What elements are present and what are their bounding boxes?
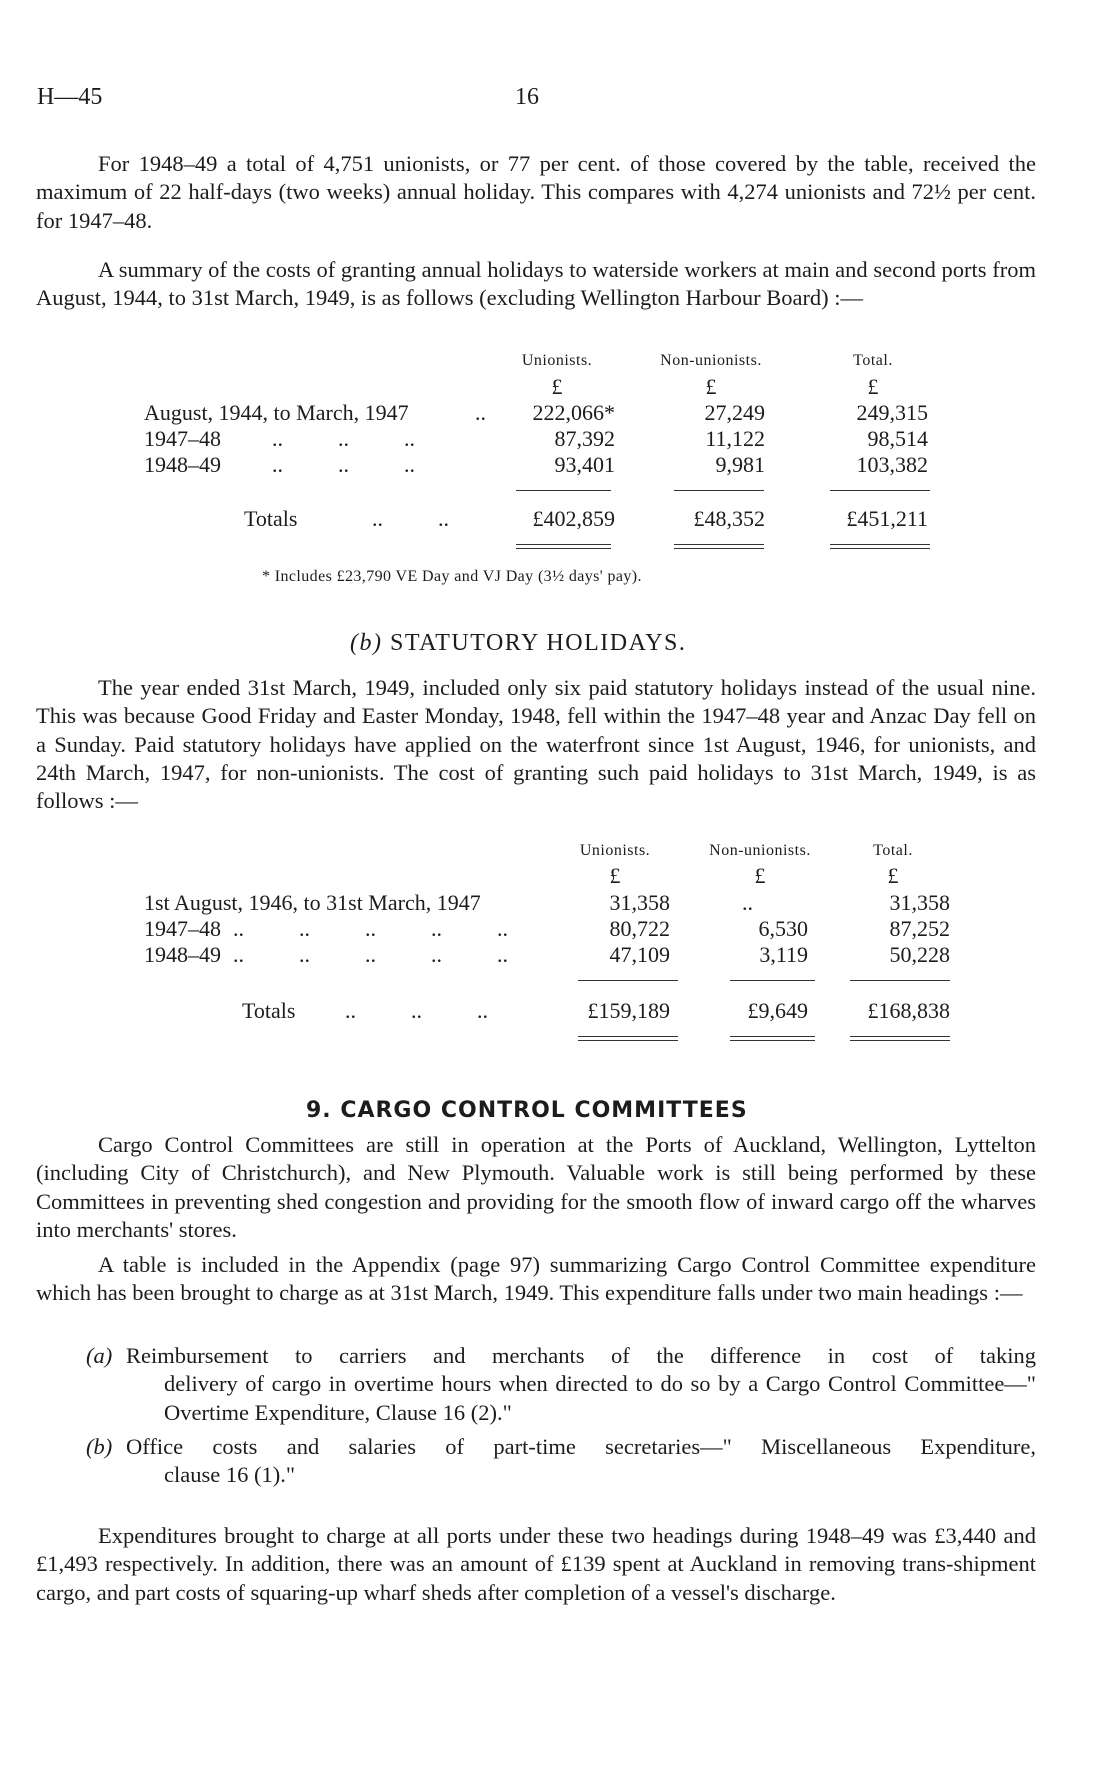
table2-row-label: 1948–49 <box>144 942 221 967</box>
table2-totals-non-unionists: £9,649 <box>747 998 808 1023</box>
table1-subtotal-rule <box>830 490 930 491</box>
item-a-rest: delivery of cargo in overtime hours when directed to do so by a Cargo Control Committee—" Overtime Expenditure, Clause 16 (2)." <box>164 1371 1036 1425</box>
table2-row-unionists: 31,358 <box>609 890 670 915</box>
table2-total-double-rule <box>578 1036 678 1041</box>
item-a-label: (a) <box>86 1343 113 1368</box>
table2-row-label: 1st August, 1946, to 31st March, 1947 <box>144 890 481 915</box>
table2-row-non-unionists: .. <box>742 890 753 915</box>
table1-subtotal-rule <box>674 490 764 491</box>
table2-currency-non-unionists: £ <box>754 863 766 888</box>
item-a-line1: Reimbursement to carriers and merchants of the difference in cost of taking <box>126 1343 1036 1368</box>
table1-row-label: August, 1944, to March, 1947 <box>144 400 409 425</box>
table2-header-unionists: Unionists. <box>579 842 651 859</box>
table1-totals-leader: .. .. <box>372 506 449 531</box>
table1-row-unionists: 87,392 <box>554 426 615 451</box>
table2-subtotal-rule <box>850 980 950 981</box>
table1-total-double-rule <box>830 544 930 549</box>
cargo-heading-item-a <box>86 1342 1036 1427</box>
statutory-paragraph: The year ended 31st March, 1949, included only six paid statutory holidays instead of the usual nine. This was because Good Friday and Easter Monday, 1948, fell within the 1947–48 year and Anzac Day fell on a Sunday. Paid statutory holidays have applied on the waterfront since 1st August, 1946, for unionists, and 24th March, 1947, for non-unionists. The cost of granting such paid holidays to 31st March, 1949, is as follows :— <box>36 675 1036 814</box>
table1-row-unionists: 222,066* <box>532 400 615 425</box>
document-code: H—45 <box>37 84 103 110</box>
table2-totals-total: £168,838 <box>867 998 950 1023</box>
page-number: 16 <box>515 84 539 110</box>
table1-row-total: 98,514 <box>867 426 928 451</box>
statutory-heading-prefix: (b) <box>350 630 383 656</box>
cargo-paragraph-3: Expenditures brought to charge at all ports under these two headings during 1948–49 was £3,440 and £1,493 respectively. In addition, there was an amount of £139 spent at Auckland in removing trans-shipment cargo, and part costs of squaring-up wharf sheds after completion of a vessel's discharge. <box>36 1523 1036 1605</box>
table2-row-leader: .. .. .. .. .. <box>233 916 508 941</box>
table1-totals-unionists: £402,859 <box>532 506 615 531</box>
cargo-paragraph-2: A table is included in the Appendix (page 97) summarizing Cargo Control Committee expenditure which has been brought to charge as at 31st March, 1949. This expenditure falls under two main headings :— <box>36 1252 1036 1306</box>
table1-currency-non-unionists: £ <box>705 374 717 399</box>
table1-totals-non-unionists: £48,352 <box>693 506 765 531</box>
item-b-label: (b) <box>86 1434 113 1459</box>
table1-header-total: Total. <box>853 352 893 369</box>
cargo-paragraph-1: Cargo Control Committees are still in operation at the Ports of Auckland, Wellington, Lyttelton (including City of Christchurch), and New Plymouth. Valuable work is still being performed by these Committees in preventing shed congestion and providing for the smooth flow of inward cargo off the wharves into merchants' stores. <box>36 1132 1036 1242</box>
intro-paragraph-1: For 1948–49 a total of 4,751 unionists, or 77 per cent. of those covered by the table, received the maximum of 22 half-days (two weeks) annual holiday. This compares with 4,274 unionists and 72½ per cent. for 1947–48. <box>36 151 1036 233</box>
table2-row-non-unionists: 6,530 <box>758 916 808 941</box>
intro-paragraph-2: A summary of the costs of granting annual holidays to waterside workers at main and second ports from August, 1944, to 31st March, 1949, is as follows (excluding Wellington Harbour Board) :— <box>36 257 1036 311</box>
table1-row-leader: .. .. .. <box>272 452 415 477</box>
cargo-heading-item-b <box>86 1433 1036 1490</box>
table2-row-total: 87,252 <box>889 916 950 941</box>
table1-row-non-unionists: 27,249 <box>704 400 765 425</box>
statutory-holidays-heading <box>350 630 686 657</box>
table2-header-non-unionists: Non-unionists. <box>709 842 811 859</box>
cargo-section-heading: 9. CARGO CONTROL COMMITTEES <box>306 1098 748 1123</box>
table2-row-non-unionists: 3,119 <box>759 942 808 967</box>
statutory-heading-text: STATUTORY HOLIDAYS. <box>389 630 687 656</box>
table1-currency-total: £ <box>867 374 879 399</box>
table2-totals-unionists: £159,189 <box>587 998 670 1023</box>
table2-totals-leader: .. .. .. <box>345 998 488 1023</box>
table1-total-double-rule <box>516 544 611 549</box>
table2-row-leader: .. .. .. .. .. <box>233 942 508 967</box>
item-b-line1: Office costs and salaries of part-time secretaries—" Miscellaneous Expenditure, <box>126 1434 1036 1459</box>
table1-row-unionists: 93,401 <box>554 452 615 477</box>
table2-row-total: 31,358 <box>889 890 950 915</box>
table1-totals-total: £451,211 <box>846 506 928 531</box>
table2-row-unionists: 80,722 <box>609 916 670 941</box>
table1-row-non-unionists: 11,122 <box>705 426 765 451</box>
table1-row-label: 1947–48 <box>144 426 221 451</box>
table2-row-label: 1947–48 <box>144 916 221 941</box>
table1-row-leader: .. <box>475 400 486 425</box>
table2-row-unionists: 47,109 <box>609 942 670 967</box>
table1-currency-unionists: £ <box>551 374 563 399</box>
item-b-rest: clause 16 (1)." <box>164 1462 296 1488</box>
table2-total-double-rule <box>850 1036 950 1041</box>
table2-subtotal-rule <box>578 980 678 981</box>
table1-row-total: 249,315 <box>856 400 928 425</box>
table2-totals-label: Totals <box>242 998 296 1023</box>
table2-subtotal-rule <box>730 980 815 981</box>
table1-total-double-rule <box>674 544 764 549</box>
table1-header-unionists: Unionists. <box>521 352 593 369</box>
table1-row-label: 1948–49 <box>144 452 221 477</box>
table1-row-total: 103,382 <box>856 452 928 477</box>
table1-row-non-unionists: 9,981 <box>715 452 765 477</box>
table2-row-total: 50,228 <box>889 942 950 967</box>
table2-currency-unionists: £ <box>609 863 621 888</box>
table1-row-leader: .. .. .. <box>272 426 415 451</box>
table1-footnote: * Includes £23,790 VE Day and VJ Day (3½ days' pay). <box>262 568 642 585</box>
table1-subtotal-rule <box>516 490 611 491</box>
table2-total-double-rule <box>730 1036 815 1041</box>
table1-totals-label: Totals <box>244 506 298 531</box>
table2-currency-total: £ <box>887 863 899 888</box>
table2-header-total: Total. <box>873 842 913 859</box>
table1-header-non-unionists: Non-unionists. <box>660 352 762 369</box>
